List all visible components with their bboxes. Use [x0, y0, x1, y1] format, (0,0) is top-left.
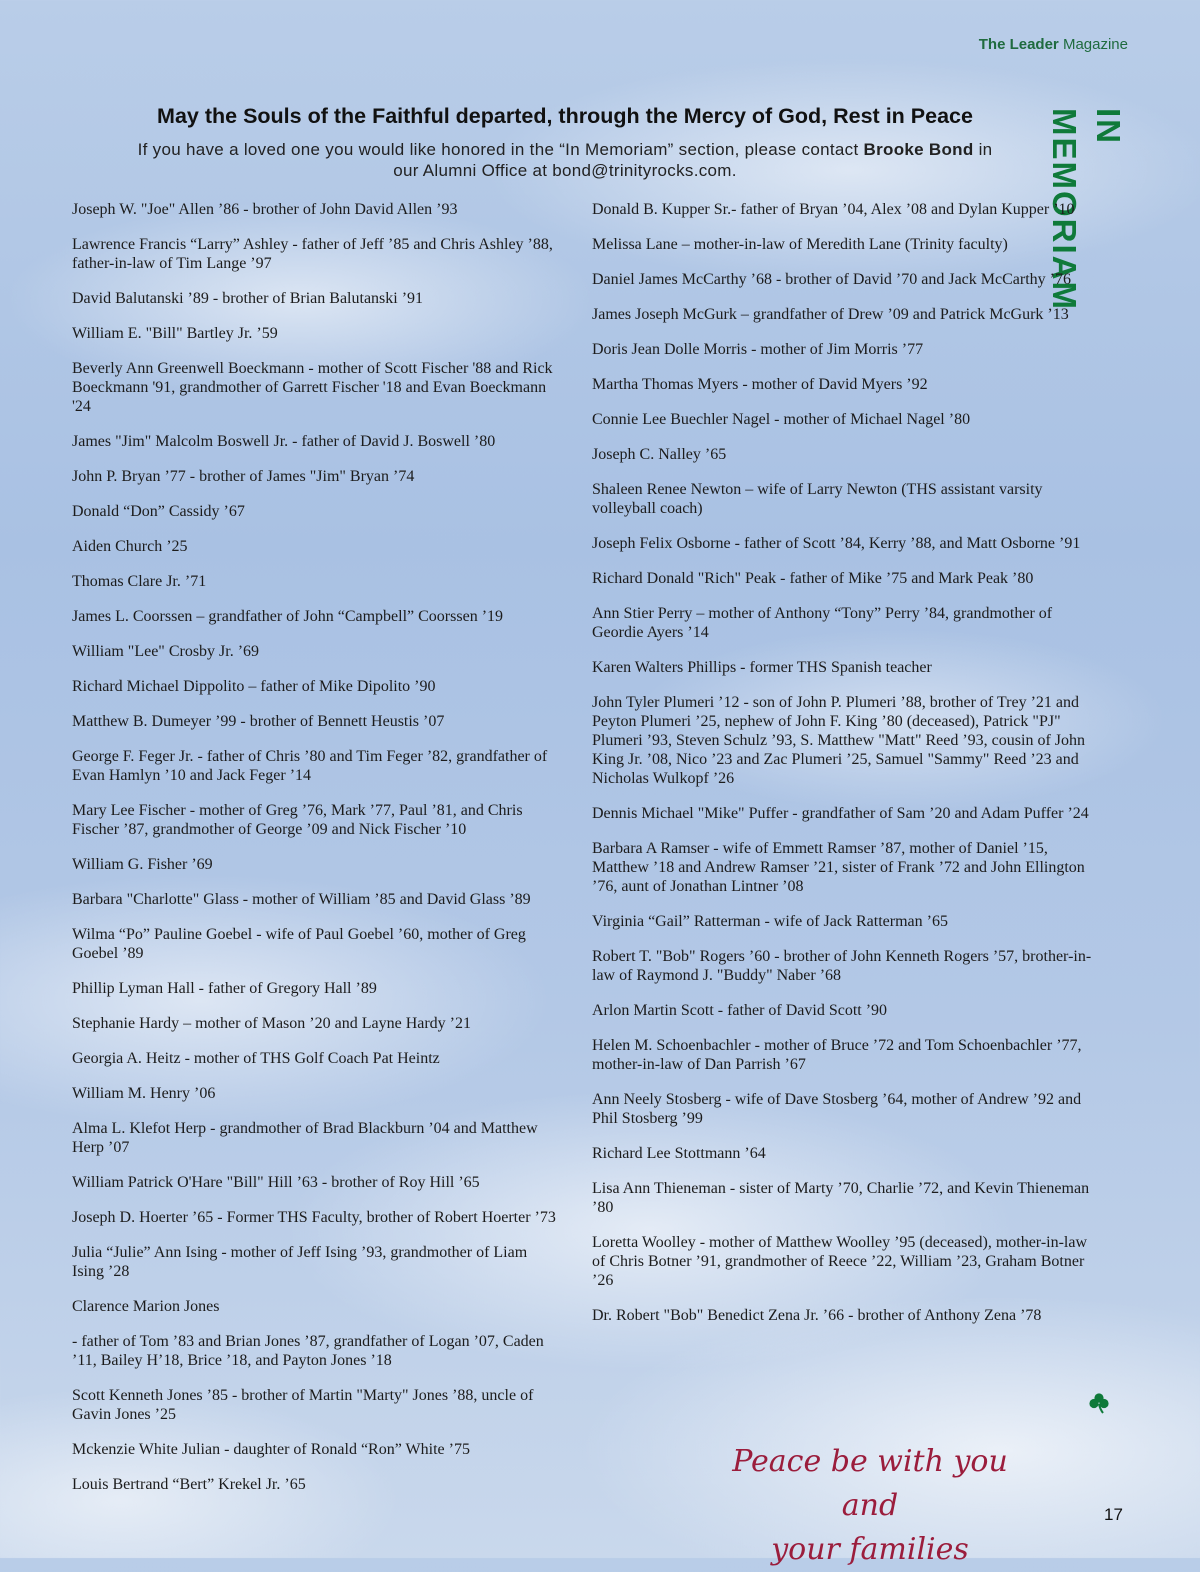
memoriam-entry: Joseph D. Hoerter ’65 - Former THS Faculty, brother of Robert Hoerter ’73	[72, 1209, 556, 1226]
memoriam-entry: Loretta Woolley - mother of Matthew Woolley ’95 (deceased), mother-in-law of Chris Botner ’91, grandmother of Reece ’22, William ’23, Graham Botner ’26	[592, 1234, 1088, 1289]
memoriam-entry: Thomas Clare Jr. ’71	[72, 573, 207, 590]
intro-after: in our Alumni Office at bond@trinityrocks.com.	[393, 140, 993, 180]
memoriam-entry: Beverly Ann Greenwell Boeckmann - mother of Scott Fischer '88 and Rick Boeckmann '91, grandmother of Garrett Fischer '18 and Evan Boeckmann '24	[72, 360, 553, 415]
memoriam-entry: Shaleen Renee Newton – wife of Larry Newton (THS assistant varsity volleyball coach)	[592, 481, 1043, 517]
memoriam-entry: Donald B. Kupper Sr.- father of Bryan ’04, Alex ’08 and Dylan Kupper ’10	[592, 201, 1075, 218]
memoriam-entry: Mckenzie White Julian - daughter of Ronald “Ron” White ’75	[72, 1441, 470, 1458]
intro-text	[130, 139, 1000, 181]
memoriam-entry: Scott Kenneth Jones ’85 - brother of Martin "Marty" Jones ’88, uncle of Gavin Jones ’25	[72, 1387, 534, 1423]
magazine-masthead	[979, 36, 1128, 53]
contact-name: Brooke Bond	[863, 140, 974, 159]
memoriam-entry: Richard Lee Stottmann ’64	[592, 1145, 766, 1162]
memoriam-entry: Karen Walters Phillips - former THS Spanish teacher	[592, 659, 932, 676]
memoriam-left-column	[72, 200, 562, 1510]
memoriam-entry: George F. Feger Jr. - father of Chris ’80 and Tim Feger ’82, grandfather of Evan Hamlyn ’10 and Jack Feger ’14	[72, 748, 548, 784]
memoriam-entry: Melissa Lane – mother-in-law of Meredith Lane (Trinity faculty)	[592, 236, 1008, 253]
memoriam-entry: Joseph W. "Joe" Allen ’86 - brother of John David Allen ’93	[72, 201, 458, 218]
memoriam-entry: Mary Lee Fischer - mother of Greg ’76, Mark ’77, Paul ’81, and Chris Fischer ’87, grandmother of George ’09 and Nick Fischer ’10	[72, 802, 523, 838]
memoriam-entry: Lisa Ann Thieneman - sister of Marty ’70, Charlie ’72, and Kevin Thieneman ’80	[592, 1180, 1090, 1216]
memoriam-entry: Donald “Don” Cassidy ’67	[72, 503, 245, 520]
memoriam-entry: Alma L. Klefot Herp - grandmother of Brad Blackburn ’04 and Matthew Herp ’07	[72, 1120, 538, 1156]
memoriam-entry: Louis Bertrand “Bert” Krekel Jr. ’65	[72, 1476, 306, 1493]
memoriam-entry: Virginia “Gail” Ratterman - wife of Jack Ratterman ’65	[592, 913, 948, 930]
memoriam-entry: Clarence Marion Jones	[72, 1298, 220, 1315]
masthead-suffix: Magazine	[1062, 36, 1128, 53]
closing-line-1: Peace be with you and	[732, 1444, 1008, 1523]
page-headline: May the Souls of the Faithful departed, through the Mercy of God, Rest in Peace	[157, 104, 973, 128]
closing-message	[700, 1440, 1040, 1572]
intro-before: If you have a loved one you would like honored in the “In Memoriam” section, please contact	[137, 140, 864, 159]
memoriam-entry: William G. Fisher ’69	[72, 856, 213, 873]
memoriam-entry: John Tyler Plumeri ’12 - son of John P. Plumeri ’88, brother of Trey ’21 and Peyton Plumeri ’25, nephew of John F. King ’80 (deceased), Patrick "PJ" Plumeri ’93, Steven Schulz ’93, S. Matthew "Matt" Reed ’93, cousin of John King Jr. ’08, Nico ’23 and Zac Plumeri ’25, Samuel "Sammy" Reed ’23 and Nicholas Wulkopf ’26	[592, 694, 1085, 787]
memoriam-entry: Wilma “Po” Pauline Goebel - wife of Paul Goebel ’60, mother of Greg Goebel ’89	[72, 926, 526, 962]
memoriam-entry: Matthew B. Dumeyer ’99 - brother of Bennett Heustis ’07	[72, 713, 445, 730]
memoriam-entry: Richard Donald "Rich" Peak - father of Mike ’75 and Mark Peak ’80	[592, 570, 1034, 587]
memoriam-entry: Barbara "Charlotte" Glass - mother of William ’85 and David Glass ’89	[72, 891, 531, 908]
memoriam-entry: Arlon Martin Scott - father of David Scott ’90	[592, 1002, 888, 1019]
memoriam-entry: David Balutanski ’89 - brother of Brian Balutanski ’91	[72, 290, 424, 307]
page-number: 17	[1104, 1505, 1123, 1524]
memoriam-entry: William M. Henry ’06	[72, 1085, 216, 1102]
memoriam-entry: Lawrence Francis “Larry” Ashley - father of Jeff ’85 and Chris Ashley ’88, father-in-law of Tim Lange ’97	[72, 236, 553, 272]
memoriam-entry: Doris Jean Dolle Morris - mother of Jim Morris ’77	[592, 341, 924, 358]
shamrock-icon	[1088, 1392, 1110, 1414]
memoriam-entry: James L. Coorssen – grandfather of John “Campbell” Coorssen ’19	[72, 608, 504, 625]
memoriam-entry: Richard Michael Dippolito – father of Mike Dipolito ’90	[72, 678, 436, 695]
memoriam-entry: James "Jim" Malcolm Boswell Jr. - father of David J. Boswell ’80	[72, 433, 496, 450]
memoriam-entry: Stephanie Hardy – mother of Mason ’20 and Layne Hardy ’21	[72, 1015, 471, 1032]
memoriam-entry: John P. Bryan ’77 - brother of James "Jim" Bryan ’74	[72, 468, 415, 485]
memoriam-entry: Connie Lee Buechler Nagel - mother of Michael Nagel ’80	[592, 411, 971, 428]
memoriam-entry: William "Lee" Crosby Jr. ’69	[72, 643, 260, 660]
memoriam-entry: Robert T. "Bob" Rogers ’60 - brother of John Kenneth Rogers ’57, brother-in-law of Raymond J. "Buddy" Naber ’68	[592, 948, 1092, 984]
memoriam-entry: Ann Neely Stosberg - wife of Dave Stosberg ’64, mother of Andrew ’92 and Phil Stosberg ’99	[592, 1091, 1082, 1127]
memoriam-entry: Joseph Felix Osborne - father of Scott ’84, Kerry ’88, and Matt Osborne ’91	[592, 535, 1081, 552]
closing-line-2: your families	[771, 1532, 969, 1567]
memoriam-entry: Georgia A. Heitz - mother of THS Golf Coach Pat Heintz	[72, 1050, 440, 1067]
memoriam-entry: Phillip Lyman Hall - father of Gregory Hall ’89	[72, 980, 377, 997]
memoriam-entry: James Joseph McGurk – grandfather of Drew ’09 and Patrick McGurk ’13	[592, 306, 1069, 323]
memoriam-entry: William E. "Bill" Bartley Jr. ’59	[72, 325, 278, 342]
memoriam-entry: William Patrick O'Hare "Bill" Hill ’63 - brother of Roy Hill ’65	[72, 1174, 480, 1191]
memoriam-entry: Dennis Michael "Mike" Puffer - grandfather of Sam ’20 and Adam Puffer ’24	[592, 805, 1089, 822]
memoriam-entry: Helen M. Schoenbachler - mother of Bruce ’72 and Tom Schoenbachler ’77, mother-in-law of Dan Parrish ’67	[592, 1037, 1082, 1073]
memoriam-entry: Martha Thomas Myers - mother of David Myers ’92	[592, 376, 928, 393]
memoriam-entry: Aiden Church ’25	[72, 538, 188, 555]
memoriam-entry: Joseph C. Nalley ’65	[592, 446, 727, 463]
memoriam-entry: Ann Stier Perry – mother of Anthony “Tony” Perry ’84, grandmother of Geordie Ayers ’14	[592, 605, 1053, 641]
memoriam-entry: Dr. Robert "Bob" Benedict Zena Jr. ’66 - brother of Anthony Zena ’78	[592, 1307, 1042, 1324]
memoriam-entry: - father of Tom ’83 and Brian Jones ’87, grandfather of Logan ’07, Caden ’11, Bailey H’18, Brice ’18, and Payton Jones ’18	[72, 1333, 544, 1369]
masthead-brand: The Leader	[978, 36, 1059, 53]
memoriam-entry: Daniel James McCarthy ’68 - brother of David ’70 and Jack McCarthy ’76	[592, 271, 1071, 288]
section-title: IN MEMORIAM	[1046, 108, 1127, 311]
memoriam-entry: Julia “Julie” Ann Ising - mother of Jeff Ising ’93, grandmother of Liam Ising ’28	[72, 1244, 528, 1280]
memoriam-right-column	[592, 200, 1097, 1341]
memoriam-entry: Barbara A Ramser - wife of Emmett Ramser ’87, mother of Daniel ’15, Matthew ’18 and Andrew Ramser ’21, sister of Frank ’72 and John Ellington ’76, aunt of Jonathan Lintner ’08	[592, 840, 1085, 895]
